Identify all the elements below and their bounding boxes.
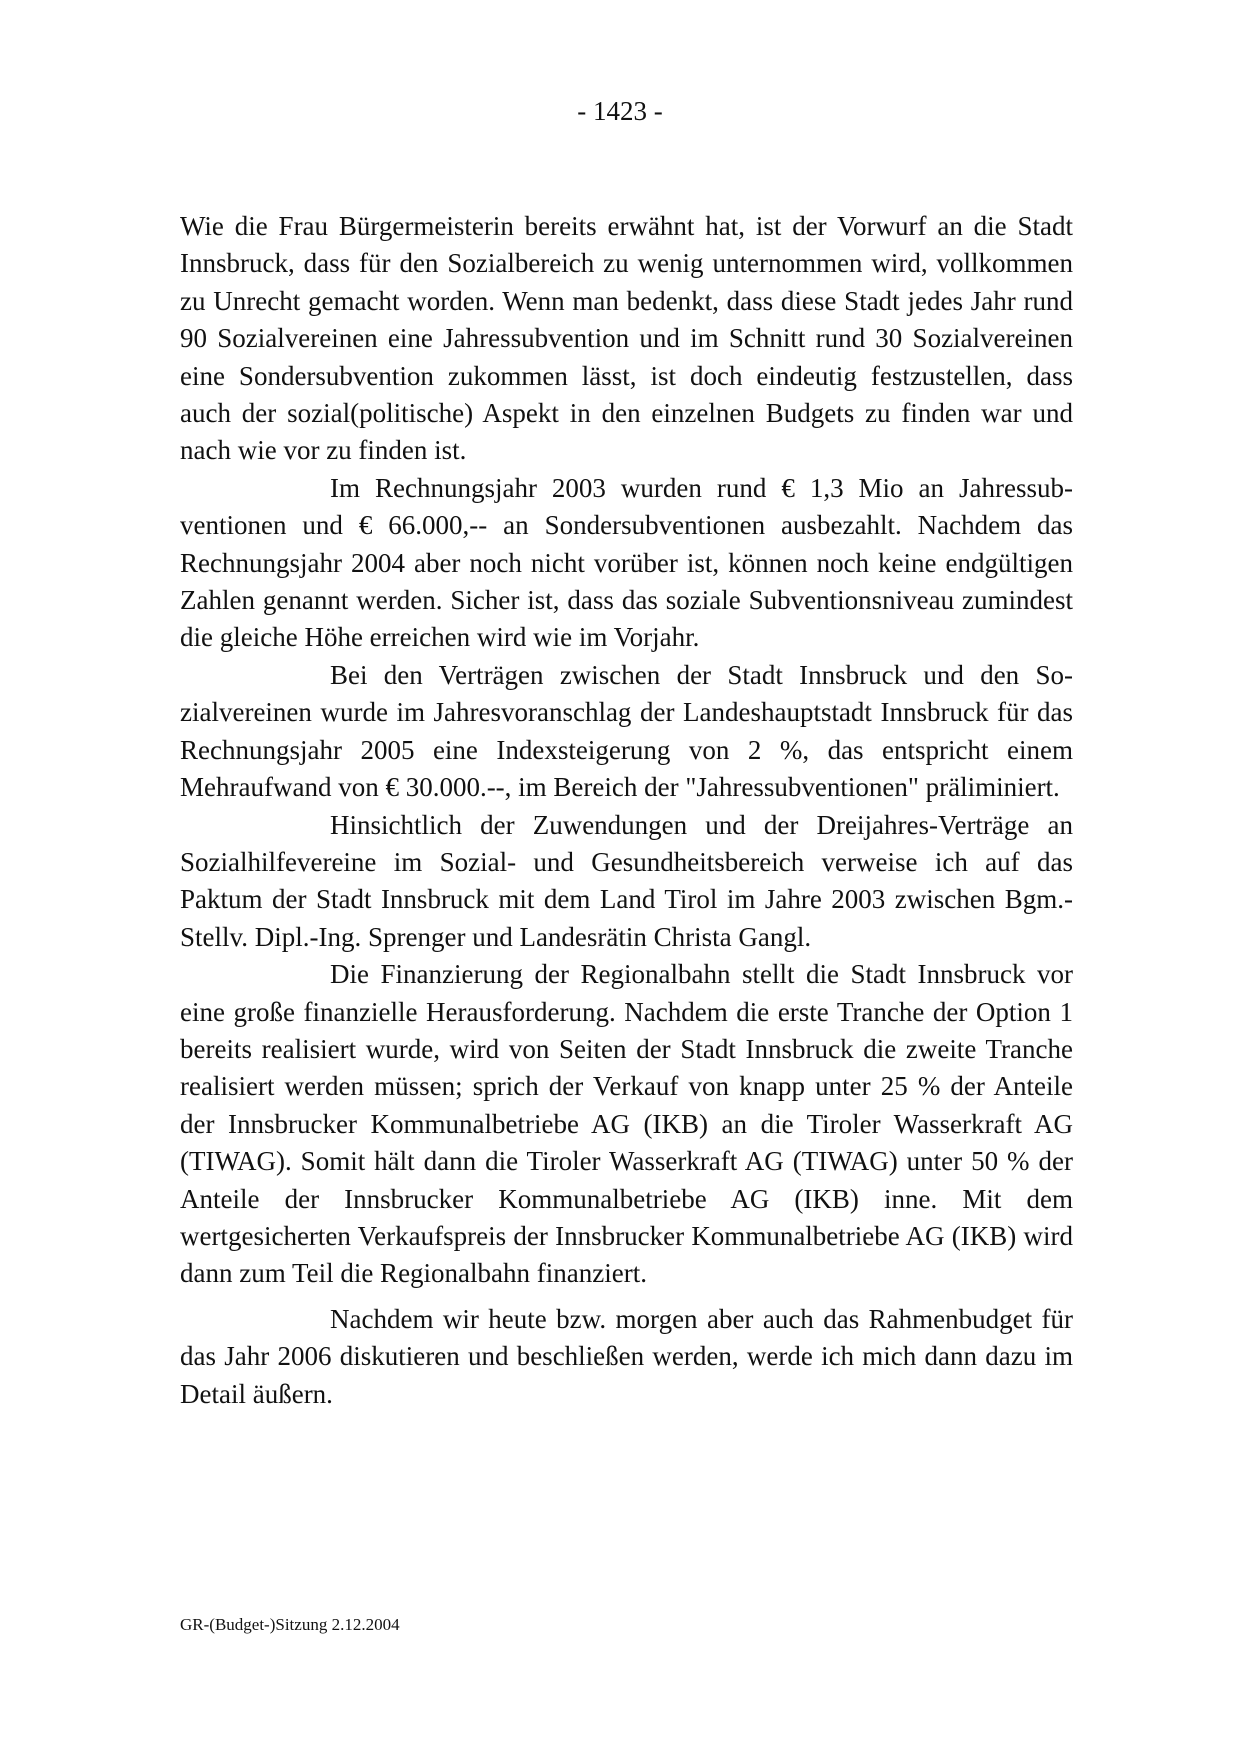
paragraph-contracts-index-increase: Bei den Verträgen zwischen der Stadt Innsbruck und den Sozialvereinen wurde im Jahresvoranschlag der Landeshauptstadt Innsbruck für das Rechnungsjahr 2005 eine Indexsteigerung von 2 %, das entspricht einem Mehraufwand von € 30.000.--, im Bereich der "Jahressubventionen" präliminiert.	[180, 659, 1073, 803]
paragraph-regional-railway-financing: Die Finanzierung der Regionalbahn stellt die Stadt Innsbruck vor eine große finanzielle Herausforderung. Nachdem die erste Tranche der Option 1 bereits realisiert wurde, wird von Seiten der Stadt Innsbruck die zweite Tranche realisiert werden müssen; sprich der Verkauf von knapp unter 25 % der Anteile der Innsbrucker Kommunalbetriebe AG (IKB) an die Tiroler Wasserkraft AG (TIWAG). Somit hält dann die Tiroler Wasserkraft AG (TIWAG) unter 50 % der Anteile der Innsbrucker Kommunalbetriebe AG (IKB) inne. Mit dem wertgesicherten Verkaufspreis der Innsbrucker Kommunalbetriebe AG (IKB) wird dann zum Teil die Regionalbahn finanziert.	[180, 959, 1073, 1289]
page-number: - 1423 -	[577, 96, 663, 126]
page-footer: GR-(Budget-)Sitzung 2.12.2004	[180, 1615, 400, 1634]
paragraph-fiscal-year-2003: Im Rechnungsjahr 2003 wurden rund € 1,3 Mio an Jahressubventionen und € 66.000,-- an Sondersubventionen ausbezahlt. Nachdem das Rechnungsjahr 2004 aber noch nicht vorüber ist, können noch keine endgültigen Zahlen genannt werden. Sicher ist, dass das soziale Subventionsniveau zumindest die gleiche Höhe erreichen wird wie im Vorjahr.	[180, 472, 1073, 653]
paragraph-framework-budget-2006: Nachdem wir heute bzw. morgen aber auch das Rahmenbudget für das Jahr 2006 diskutieren und beschließen werden, werde ich mich dann dazu im Detail äußern.	[180, 1303, 1073, 1409]
body-text	[180, 208, 1073, 1413]
paragraph-social-subsidies-intro: Wie die Frau Bürgermeisterin bereits erwähnt hat, ist der Vorwurf an die Stadt Innsbruck, dass für den Sozialbereich zu wenig unternommen wird, vollkommen zu Unrecht gemacht worden. Wenn man bedenkt, dass diese Stadt jedes Jahr rund 90 Sozialvereinen eine Jahressubvention und im Schnitt rund 30 Sozialvereinen eine Sondersubvention zukommen lässt, ist doch eindeutig festzustellen, dass auch der sozial(politische) Aspekt in den einzelnen Budgets zu finden war und nach wie vor zu finden ist.	[180, 211, 1073, 466]
paragraph-three-year-contracts: Hinsichtlich der Zuwendungen und der Dreijahres-Verträge an Sozialhilfevereine im Sozial- und Gesundheitsbereich verweise ich auf das Paktum der Stadt Innsbruck mit dem Land Tirol im Jahre 2003 zwischen Bgm.-Stellv. Dipl.-Ing. Sprenger und Landesrätin Christa Gangl.	[180, 809, 1073, 952]
